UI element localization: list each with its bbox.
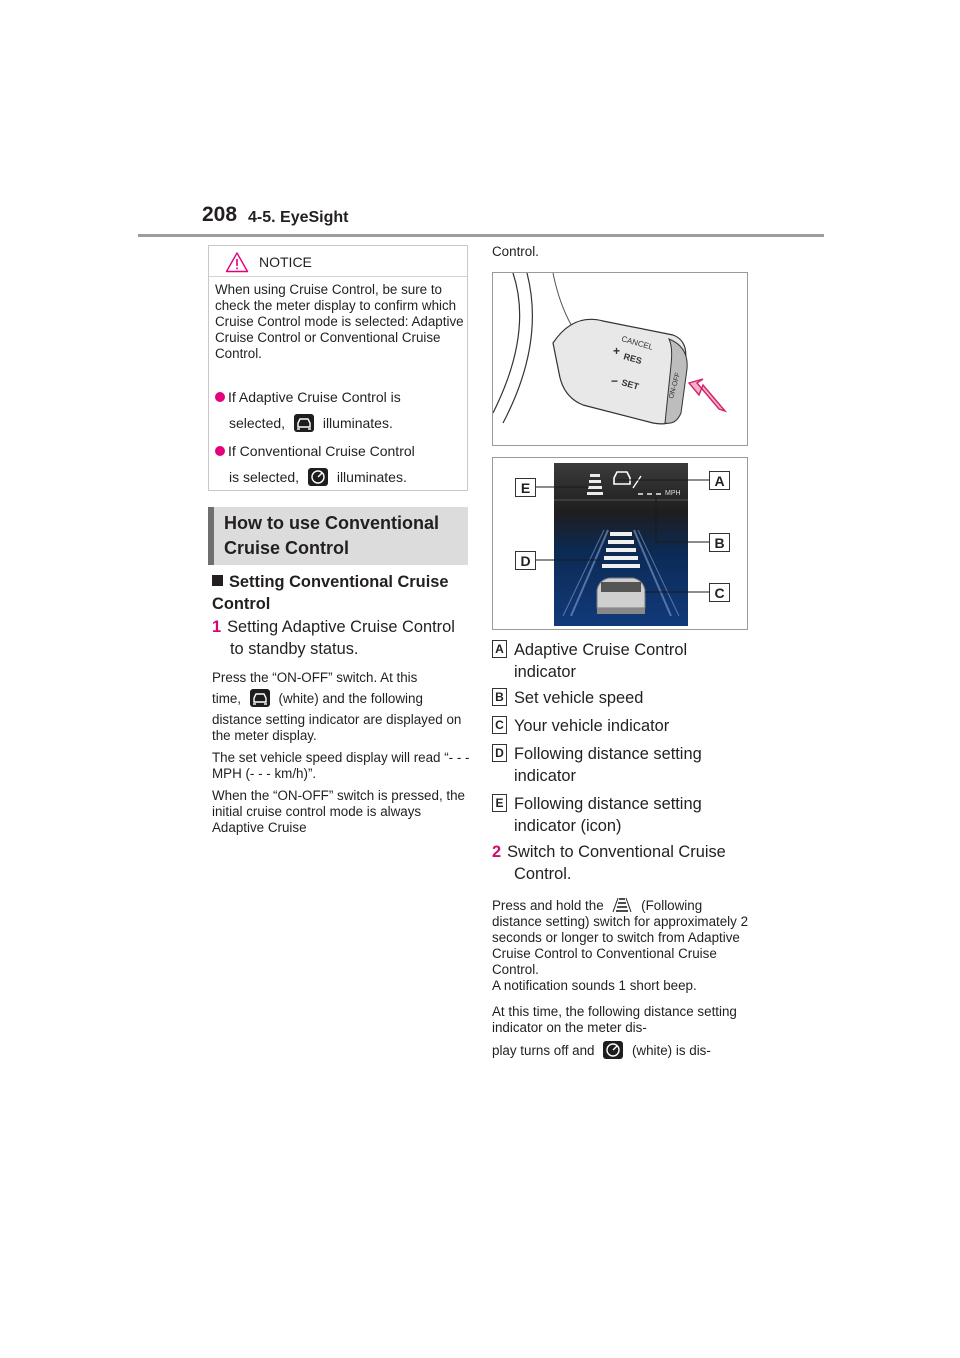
following-distance-switch-icon [612,896,632,914]
section-title: 4-5. EyeSight [248,209,349,226]
how-to-heading-box [208,507,468,565]
header-rule [138,234,824,237]
step-1 [212,616,470,836]
figure-label-e: E [515,478,536,497]
res-label: RES [622,351,644,367]
notice-bullet-adaptive: If Adaptive Cruise Control is selected, illuminates. [215,384,465,436]
steering-switch-figure [492,272,748,446]
setting-heading: Setting Conventional Cruise Control [212,573,449,613]
mph-label: MPH [665,490,681,497]
step-number: 2 [492,843,502,861]
cancel-label: CANCEL [620,334,655,352]
set-label: SET [620,377,641,392]
bullet-icon [215,446,225,456]
step-text: Setting Adaptive Cruise Control to standby status. [227,618,455,658]
conventional-cruise-indicator-icon [308,468,328,486]
figure-label-d: D [515,551,536,570]
step-number: 1 [212,618,222,636]
on-off-label: ON-OFF [668,371,682,400]
minus-label: − [611,374,619,388]
notice-box [208,245,468,491]
adaptive-cruise-indicator-icon [294,414,314,432]
notice-title: NOTICE [259,254,312,270]
figure-label-b: B [709,533,730,552]
press-arrow-icon [689,379,725,411]
notice-body: When using Cruise Control, be sure to check the meter display to confirm which Cruise Control mode is selected: Adaptive Cruise Control or Conventional Cruise Control. [215,282,464,361]
notice-header [209,246,467,277]
how-to-heading: How to use Conventional Cruise Control [224,513,440,558]
bullet-icon [215,392,225,402]
adaptive-cruise-white-icon [250,689,270,707]
meter-display-figure [492,457,748,630]
paragraph-initial-mode: When the “ON-OFF” switch is pressed, the initial cruise control mode is always Adaptive Cruise [212,788,466,835]
step-2 [492,841,750,885]
conventional-cruise-white-icon [603,1041,623,1059]
paragraph-at-this-time: At this time, the following distance setting indicator on the meter dis- play turns off and (white) is dis- [492,1004,737,1058]
page-number: 208 [202,203,238,226]
figure-label-c: C [709,583,730,602]
step-text: Switch to Conventional Cruise Control. [507,843,726,883]
paragraph-press-onoff: Press the “ON-OFF” switch. At this time, (white) and the following distance setting indicator are displayed on the meter display. [212,670,462,743]
paragraph-set-speed: The set vehicle speed display will read “- - - MPH (- - - km/h)”. [212,750,470,781]
square-bullet-icon [212,575,223,586]
paragraph-press-hold: Press and hold the (Following distance setting) switch for approximately 2 seconds or longer to switch from Adaptive Cruise Control to Conventional Cruise Control. A notification sounds 1 short beep. [492,898,749,993]
steering-switch-illustration [493,273,748,446]
plus-label: + [613,344,621,358]
figure-label-a: A [709,471,730,490]
notice-bullet-conventional: If Conventional Cruise Control is selected, illuminates. [215,438,465,490]
warning-triangle-icon [225,251,249,273]
continued-text: Control. [492,244,539,259]
